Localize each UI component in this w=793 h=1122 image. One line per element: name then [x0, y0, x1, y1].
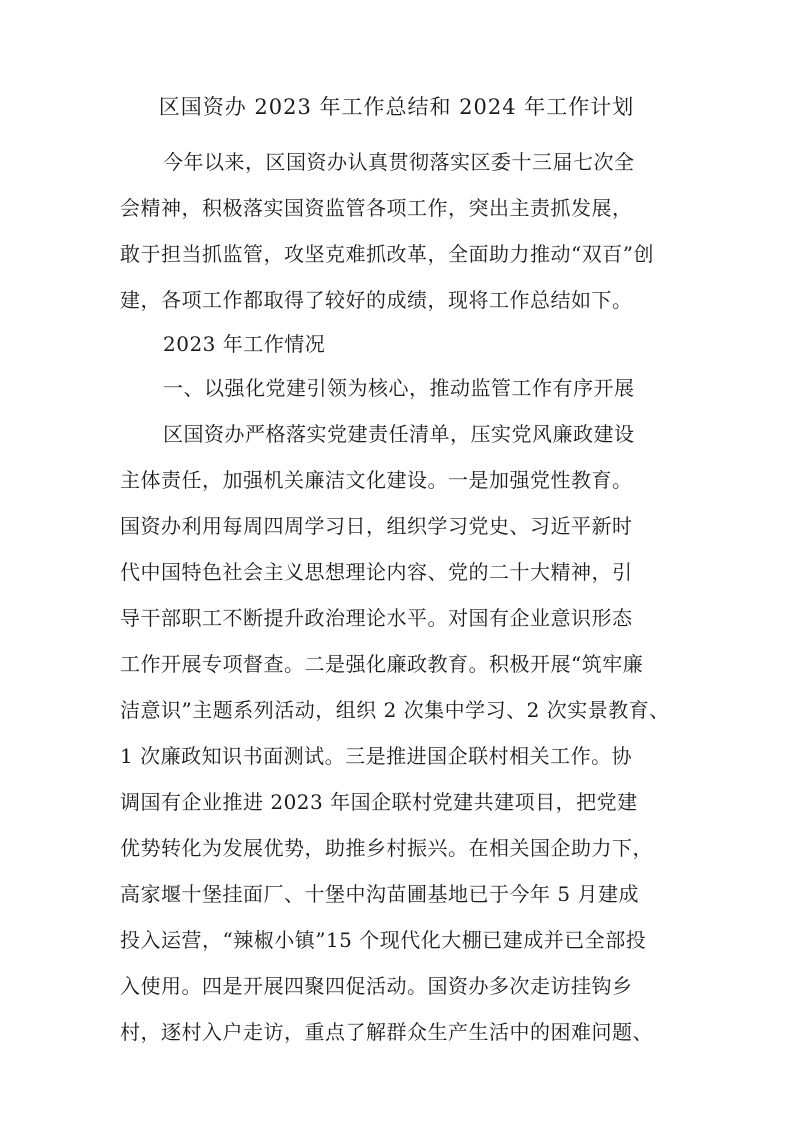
document-title: 区国资办 2023 年工作总结和 2024 年工作计划: [158, 95, 635, 119]
body-line: 1 次廉政知识书面测试。三是推进国企联村相关工作。协: [120, 744, 633, 768]
intro-line: 今年以来，区国资办认真贯彻落实区委十三届七次全: [163, 150, 635, 174]
body-line: 导干部职工不断提升政治理论水平。对国有企业意识形态: [120, 606, 633, 630]
body-line: 工作开展专项督查。二是强化廉政教育。积极开展“筑牢廉: [120, 652, 644, 676]
body-line: 入使用。四是开展四聚四促活动。国资办多次走访挂钩乡: [120, 974, 633, 998]
subsection-heading: 一、以强化党建引领为核心，推动监管工作有序开展: [163, 376, 635, 400]
body-line: 优势转化为发展优势，助推乡村振兴。在相关国企助力下，: [120, 836, 653, 860]
body-line: 调国有企业推进 2023 年国企联村党建共建项目，把党建: [120, 790, 638, 814]
body-line: 村，逐村入户走访，重点了解群众生产生活中的困难问题、: [120, 1020, 653, 1044]
intro-line: 建，各项工作都取得了较好的成绩，现将工作总结如下。: [120, 288, 633, 312]
body-line: 国资办利用每周四周学习日，组织学习党史、习近平新时: [120, 514, 633, 538]
section-heading: 2023 年工作情况: [163, 332, 326, 356]
body-line: 代中国特色社会主义思想理论内容、党的二十大精神，引: [120, 560, 633, 584]
body-line: 区国资办严格落实党建责任清单，压实党风廉政建设: [163, 422, 635, 446]
body-line: 主体责任，加强机关廉洁文化建设。一是加强党性教育。: [120, 468, 633, 492]
intro-line: 敢于担当抓监管，攻坚克难抓改革，全面助力推动“双百”创: [120, 242, 654, 266]
body-line: 投入运营，“辣椒小镇”15 个现代化大棚已建成并已全部投: [120, 928, 647, 952]
intro-line: 会精神，积极落实国资监管各项工作，突出主责抓发展，: [120, 196, 633, 220]
body-line: 高家堰十堡挂面厂、十堡中沟苗圃基地已于今年 5 月建成: [120, 882, 639, 906]
body-line: 洁意识”主题系列活动，组织 2 次集中学习、2 次实景教育、: [120, 698, 670, 722]
